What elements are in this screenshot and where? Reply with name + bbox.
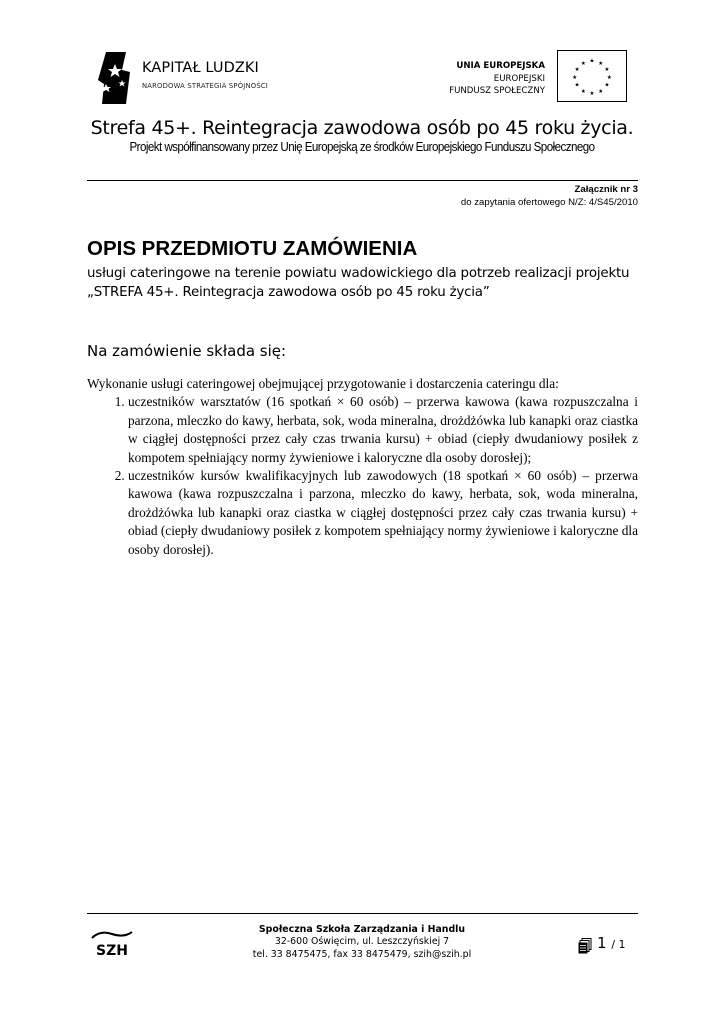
eu-logo-line3: FUNDUSZ SPOŁECZNY — [449, 86, 545, 96]
annex-block — [461, 183, 638, 209]
svg-text:★: ★ — [572, 74, 578, 81]
document-subheading-line1: usługi cateringowe na terenie powiatu wadowickiego dla potrzeb realizacji projektu — [87, 266, 630, 281]
eu-logo-text — [449, 60, 545, 98]
document-heading: OPIS PRZEDMIOTU ZAMÓWIENIA — [87, 237, 418, 260]
kapital-ludzki-subtitle: NARODOWA STRATEGIA SPÓJNOŚCI — [142, 82, 268, 90]
svg-text:★: ★ — [606, 74, 612, 81]
footer-contact: tel. 33 8475475, fax 33 8475479, szih@szih.pl — [252, 948, 472, 960]
svg-text:★: ★ — [589, 58, 595, 65]
project-subtitle: Projekt współfinansowany przez Unię Europejską ze środków Europejskiego Funduszu Społecznego — [129, 140, 595, 154]
szh-logo-text: SZH — [96, 943, 128, 958]
intro-paragraph: Wykonanie usługi cateringowej obejmującej przygotowanie i dostarczenia cateringu dla: — [87, 376, 559, 391]
eu-logo-line1: UNIA EUROPEJSKA — [456, 61, 545, 71]
svg-text:★: ★ — [574, 67, 580, 74]
list-item: 2. uczestników kursów kwalifikacyjnych lub zawodowych (18 spotkań × 60 osób) – przerwa kawowa (kawa rozpuszczalna i parzona, mleczko do kawy, herbata, sok, woda mineralna, drożdżówka lub kanapki oraz ciastka w ciągłej dostępności przez cały czas trwania kursu) + obiad (ciepły dwudaniowy posiłek z kompotem spełniający normy żywieniowe i kaloryczne dla osoby dorosłej). — [128, 467, 638, 559]
footer-divider — [87, 913, 638, 914]
svg-text:★: ★ — [580, 60, 586, 67]
annex-reference: do zapytania ofertowego N/Z: 4/S45/2010 — [460, 197, 638, 208]
svg-text:★: ★ — [574, 82, 580, 89]
document-body — [87, 375, 638, 559]
order-items-list — [87, 393, 638, 559]
kapital-ludzki-logo — [96, 50, 296, 108]
svg-text:★: ★ — [598, 60, 604, 67]
section-title: Na zamówienie składa się: — [87, 342, 287, 360]
footer-organization: Społeczna Szkoła Zarządzania i Handlu — [258, 924, 466, 935]
footer-address: 32-600 Oświęcim, ul. Leszczyńskiej 7 — [274, 936, 450, 948]
page-total: / 1 — [611, 938, 626, 951]
page-number — [597, 934, 626, 952]
document-subheading-line2: „STREFA 45+. Reintegracja zawodowa osób po 45 roku życia” — [87, 285, 490, 300]
svg-text:★: ★ — [604, 67, 610, 74]
kapital-ludzki-title: KAPITAŁ LUDZKI — [142, 60, 259, 76]
eu-flag-icon — [557, 50, 627, 102]
page-stack-icon — [578, 938, 592, 954]
eu-logo-line2: EUROPEJSKI — [493, 73, 545, 84]
svg-text:★: ★ — [598, 88, 604, 95]
header-divider — [87, 180, 638, 181]
svg-text:★: ★ — [580, 88, 586, 95]
svg-text:★: ★ — [589, 91, 595, 98]
page-current: 1 — [597, 934, 607, 952]
project-title: Strefa 45+. Reintegracja zawodowa osób po 45 roku życia. — [90, 117, 634, 139]
annex-label: Załącznik nr 3 — [574, 184, 638, 195]
svg-text:★: ★ — [604, 82, 610, 89]
list-item: 1. uczestników warsztatów (16 spotkań × 60 osób) – przerwa kawowa (kawa rozpuszczalna i parzona, mleczko do kawy, herbata, sok, woda mineralna, drożdżówka lub kanapki oraz ciastka w ciągłej dostępności przez cały czas trwania kursu) + obiad (ciepły dwudaniowy posiłek z kompotem spełniający normy żywieniowe i kaloryczne dla osoby dorosłej); — [128, 393, 638, 467]
kapital-ludzki-emblem-icon — [96, 50, 132, 106]
